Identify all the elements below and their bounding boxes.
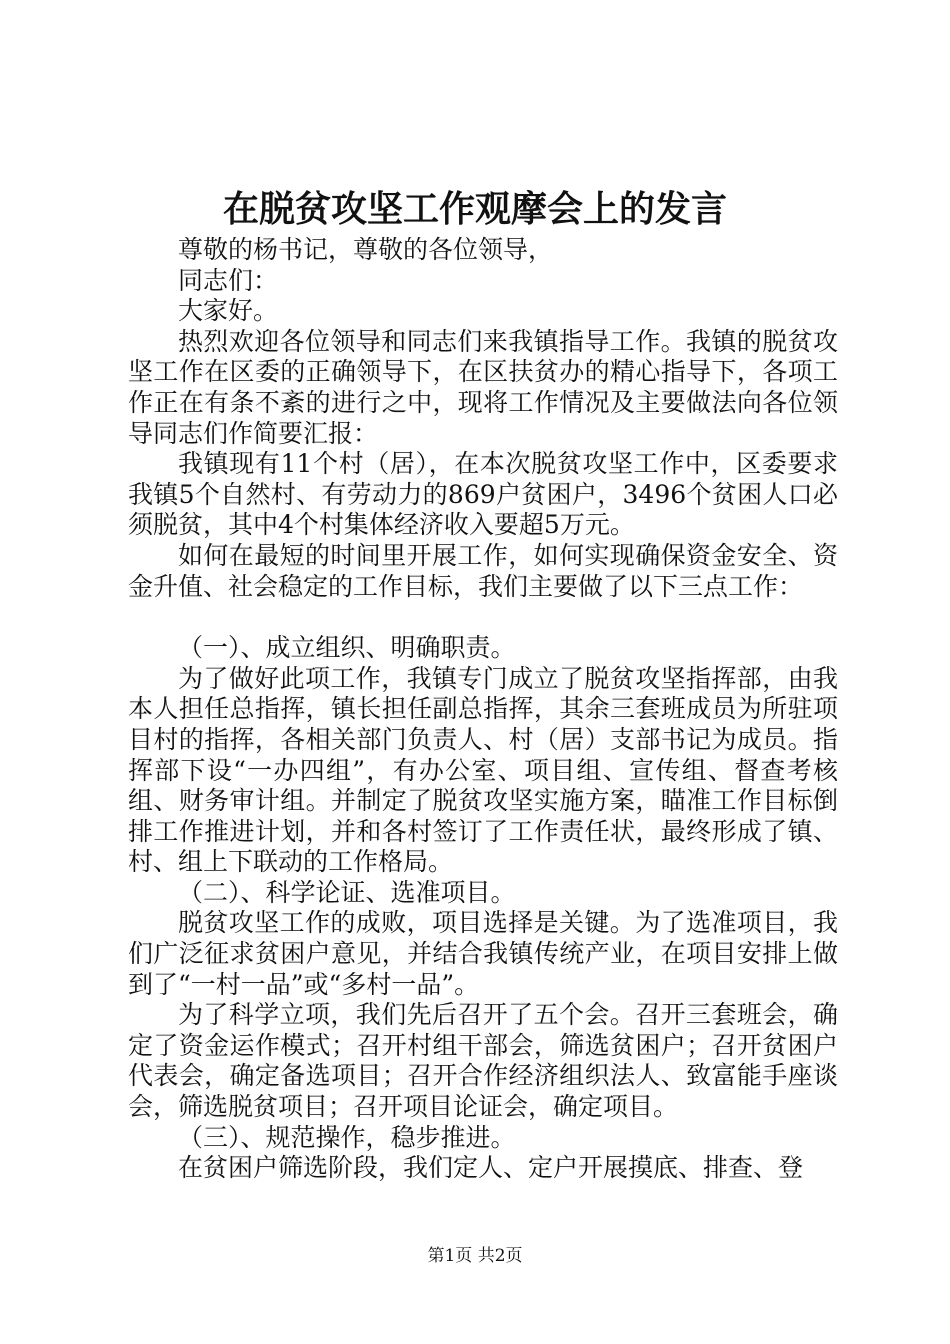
body-paragraph: 在贫困户筛选阶段，我们定人、定户开展摸底、排查、登 xyxy=(178,1153,804,1183)
paragraph-spacer xyxy=(128,602,838,633)
greeting-line: 大家好。 xyxy=(178,296,279,326)
body-paragraph: 脱贫攻坚工作的成败，项目选择是关键。为了选准项目，我们广泛征求贫困户意见，并结合我镇传统产业，在项目安排上做到了“一村一品”或“多村一品”。 xyxy=(128,908,838,999)
body-paragraph: 热烈欢迎各位领导和同志们来我镇指导工作。我镇的脱贫攻坚工作在区委的正确领导下，在区扶贫办的精心指导下，各项工作正在有条不紊的进行之中，现将工作情况及主要做法向各位领导同志们作简要汇报： xyxy=(128,326,838,448)
page-number-footer: 第1页 共2页 xyxy=(427,1246,523,1266)
document-title: 在脱贫攻坚工作观摩会上的发言 xyxy=(222,188,727,230)
body-paragraph: 为了做好此项工作，我镇专门成立了脱贫攻坚指挥部，由我本人担任总指挥，镇长担任副总指挥，其余三套班成员为所驻项目村的指挥，各相关部门负责人、村（居）支部书记为成员。指挥部下设“一办四组”，有办公室、项目组、宣传组、督查考核组、财务审计组。并制定了脱贫攻坚实施方案，瞄准工作目标倒排工作推进计划，并和各村签订了工作责任状，最终形成了镇、村、组上下联动的工作格局。 xyxy=(128,663,838,877)
salutation-line: 同志们： xyxy=(178,265,279,295)
section-heading: （二）、科学论证、选准项目。 xyxy=(178,877,516,907)
body-paragraph: 我镇现有11个村（居），在本次脱贫攻坚工作中，区委要求我镇5个自然村、有劳动力的869户贫困户，3496个贫困人口必须脱贫，其中4个村集体经济收入要超5万元。 xyxy=(128,449,838,540)
section-heading: （一）、成立组织、明确职责。 xyxy=(178,633,516,663)
section-heading: （三）、规范操作，稳步推进。 xyxy=(178,1122,516,1152)
body-paragraph: 为了科学立项，我们先后召开了五个会。召开三套班会，确定了资金运作模式；召开村组干部会，筛选贫困户；召开贫困户代表会，确定备选项目；召开合作经济组织法人、致富能手座谈会，筛选脱贫项目；召开项目论证会，确定项目。 xyxy=(128,1000,838,1122)
document-body xyxy=(128,235,838,1184)
salutation-line: 尊敬的杨书记，尊敬的各位领导， xyxy=(178,235,554,264)
body-paragraph: 如何在最短的时间里开展工作，如何实现确保资金安全、资金升值、社会稳定的工作目标，我们主要做了以下三点工作： xyxy=(128,540,838,601)
